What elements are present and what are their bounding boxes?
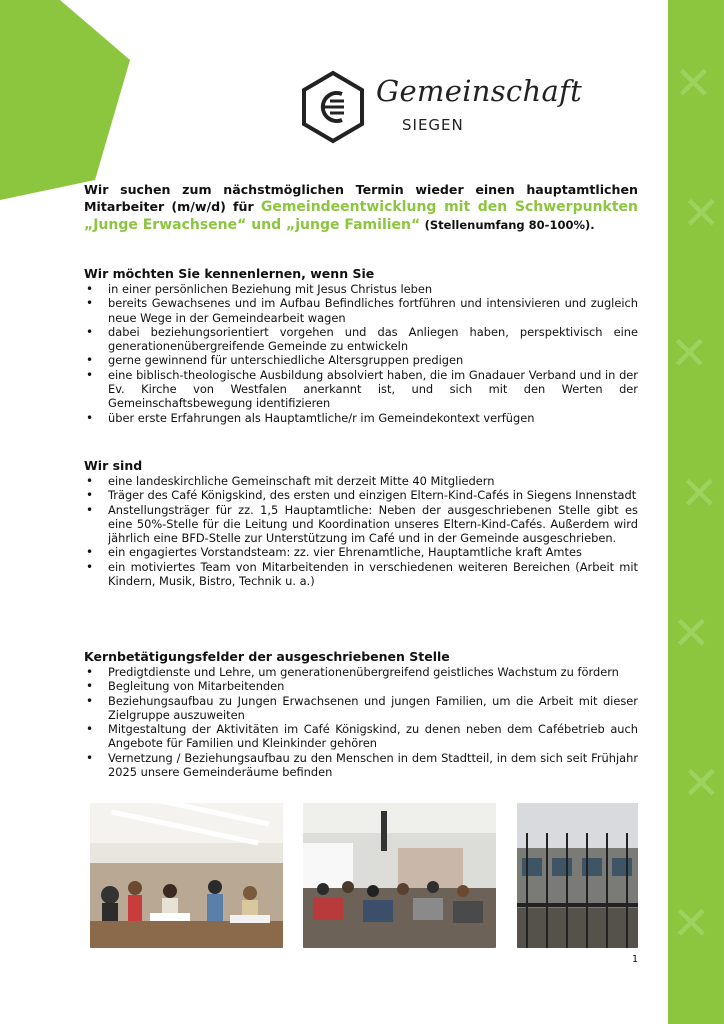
side-stripe-decoration: ✕ ✕ ✕ ✕ ✕ ✕ ✕ bbox=[668, 0, 724, 1024]
event-photo-image bbox=[303, 803, 496, 948]
photo-strip bbox=[90, 803, 638, 948]
intro-lead: Wir suchen zum nächstmöglichen Termin wieder einen hauptamtlichen Mitarbeiter (m/w/d) für bbox=[84, 182, 638, 214]
intro-text bbox=[84, 181, 638, 234]
intro-highlight: Gemeindeentwicklung mit den Schwerpunkten „Junge Erwachsene“ und „junge Familien“ bbox=[84, 199, 639, 233]
corner-decoration bbox=[0, 0, 130, 200]
about-list bbox=[84, 474, 638, 588]
street-photo-image bbox=[517, 803, 638, 948]
requirements-list bbox=[84, 282, 638, 425]
list-item: • über erste Erfahrungen als Hauptamtliche/r im Gemeindekontext verfügen bbox=[84, 411, 638, 425]
list-item: • Mitgestaltung der Aktivitäten im Café Königskind, zu denen neben dem Cafébetrieb auch Angebote für Familien und Kleinkinder gehören bbox=[84, 722, 638, 751]
intro-scope: (Stellenumfang 80-100%). bbox=[424, 218, 595, 232]
list-item: • Vernetzung / Beziehungsaufbau zu den Menschen in dem Stadtteil, in dem sich seit Frühjahr 2025 unsere Gemeinderäume befinden bbox=[84, 751, 638, 780]
cafe-photo-image bbox=[90, 803, 283, 948]
intro-block bbox=[84, 181, 638, 234]
list-item: • eine landeskirchliche Gemeinschaft mit derzeit Mitte 40 Mitgliedern bbox=[84, 474, 638, 488]
section-about-us bbox=[84, 458, 638, 588]
list-item: • Begleitung von Mitarbeitenden bbox=[84, 679, 638, 693]
section-requirements bbox=[84, 266, 638, 425]
list-item: • Beziehungsaufbau zu Jungen Erwachsenen und jungen Familien, um die Arbeit mit dieser Zielgruppe auszuweiten bbox=[84, 694, 638, 723]
list-item: • gerne gewinnend für unterschiedliche Altersgruppen predigen bbox=[84, 353, 638, 367]
page-number: 1 bbox=[632, 954, 639, 965]
section-tasks bbox=[84, 649, 638, 779]
logo-city: SIEGEN bbox=[402, 116, 464, 134]
organization-logo bbox=[300, 70, 583, 146]
list-item: • Anstellungsträger für zz. 1,5 Hauptamtliche: Neben der ausgeschriebenen Stelle gibt es eine 50%-Stelle für die Leitung und Koordination unseres Eltern-Kind-Cafés. Außerdem wird jährlich eine BFD-Stelle zur Unterstützung im Café und in der Gemeinde ausgeschrieben. bbox=[84, 503, 638, 546]
section-heading: Kernbetätigungsfelder der ausgeschriebenen Stelle bbox=[84, 649, 450, 664]
list-item: • ein engagiertes Vorstandsteam: zz. vier Ehrenamtliche, Hauptamtliche kraft Amtes bbox=[84, 545, 638, 559]
section-heading: Wir möchten Sie kennenlernen, wenn Sie bbox=[84, 266, 375, 281]
hexagon-logo-icon bbox=[300, 70, 366, 144]
list-item: • bereits Gewachsenes und im Aufbau Befindliches fortführen und intensivieren und zugleich neue Wege in der Gemeindearbeit wagen bbox=[84, 296, 638, 325]
section-heading: Wir sind bbox=[84, 458, 143, 473]
list-item: • Träger des Café Königskind, des ersten und einzigen Eltern-Kind-Cafés in Siegens Innenstadt bbox=[84, 488, 638, 502]
list-item: • Predigtdienste und Lehre, um generationenübergreifend geistliches Wachstum zu fördern bbox=[84, 665, 638, 679]
list-item: • in einer persönlichen Beziehung mit Jesus Christus leben bbox=[84, 282, 638, 296]
tasks-list bbox=[84, 665, 638, 779]
list-item: • ein motiviertes Team von Mitarbeitenden in verschiedenen weiteren Bereichen (Arbeit mit Kindern, Musik, Bistro, Technik u. a.) bbox=[84, 560, 638, 589]
logo-name: Gemeinschaft bbox=[376, 74, 583, 108]
list-item: • dabei beziehungsorientiert vorgehen und das Anliegen haben, perspektivisch eine generationenübergreifende Gemeinde zu entwickeln bbox=[84, 325, 638, 354]
list-item: • eine biblisch-theologische Ausbildung absolviert haben, die im Gnadauer Verband und in der Ev. Kirche von Westfalen anerkannt ist, und sich mit den Werten der Gemeinschaftsbewegung identifizieren bbox=[84, 368, 638, 411]
